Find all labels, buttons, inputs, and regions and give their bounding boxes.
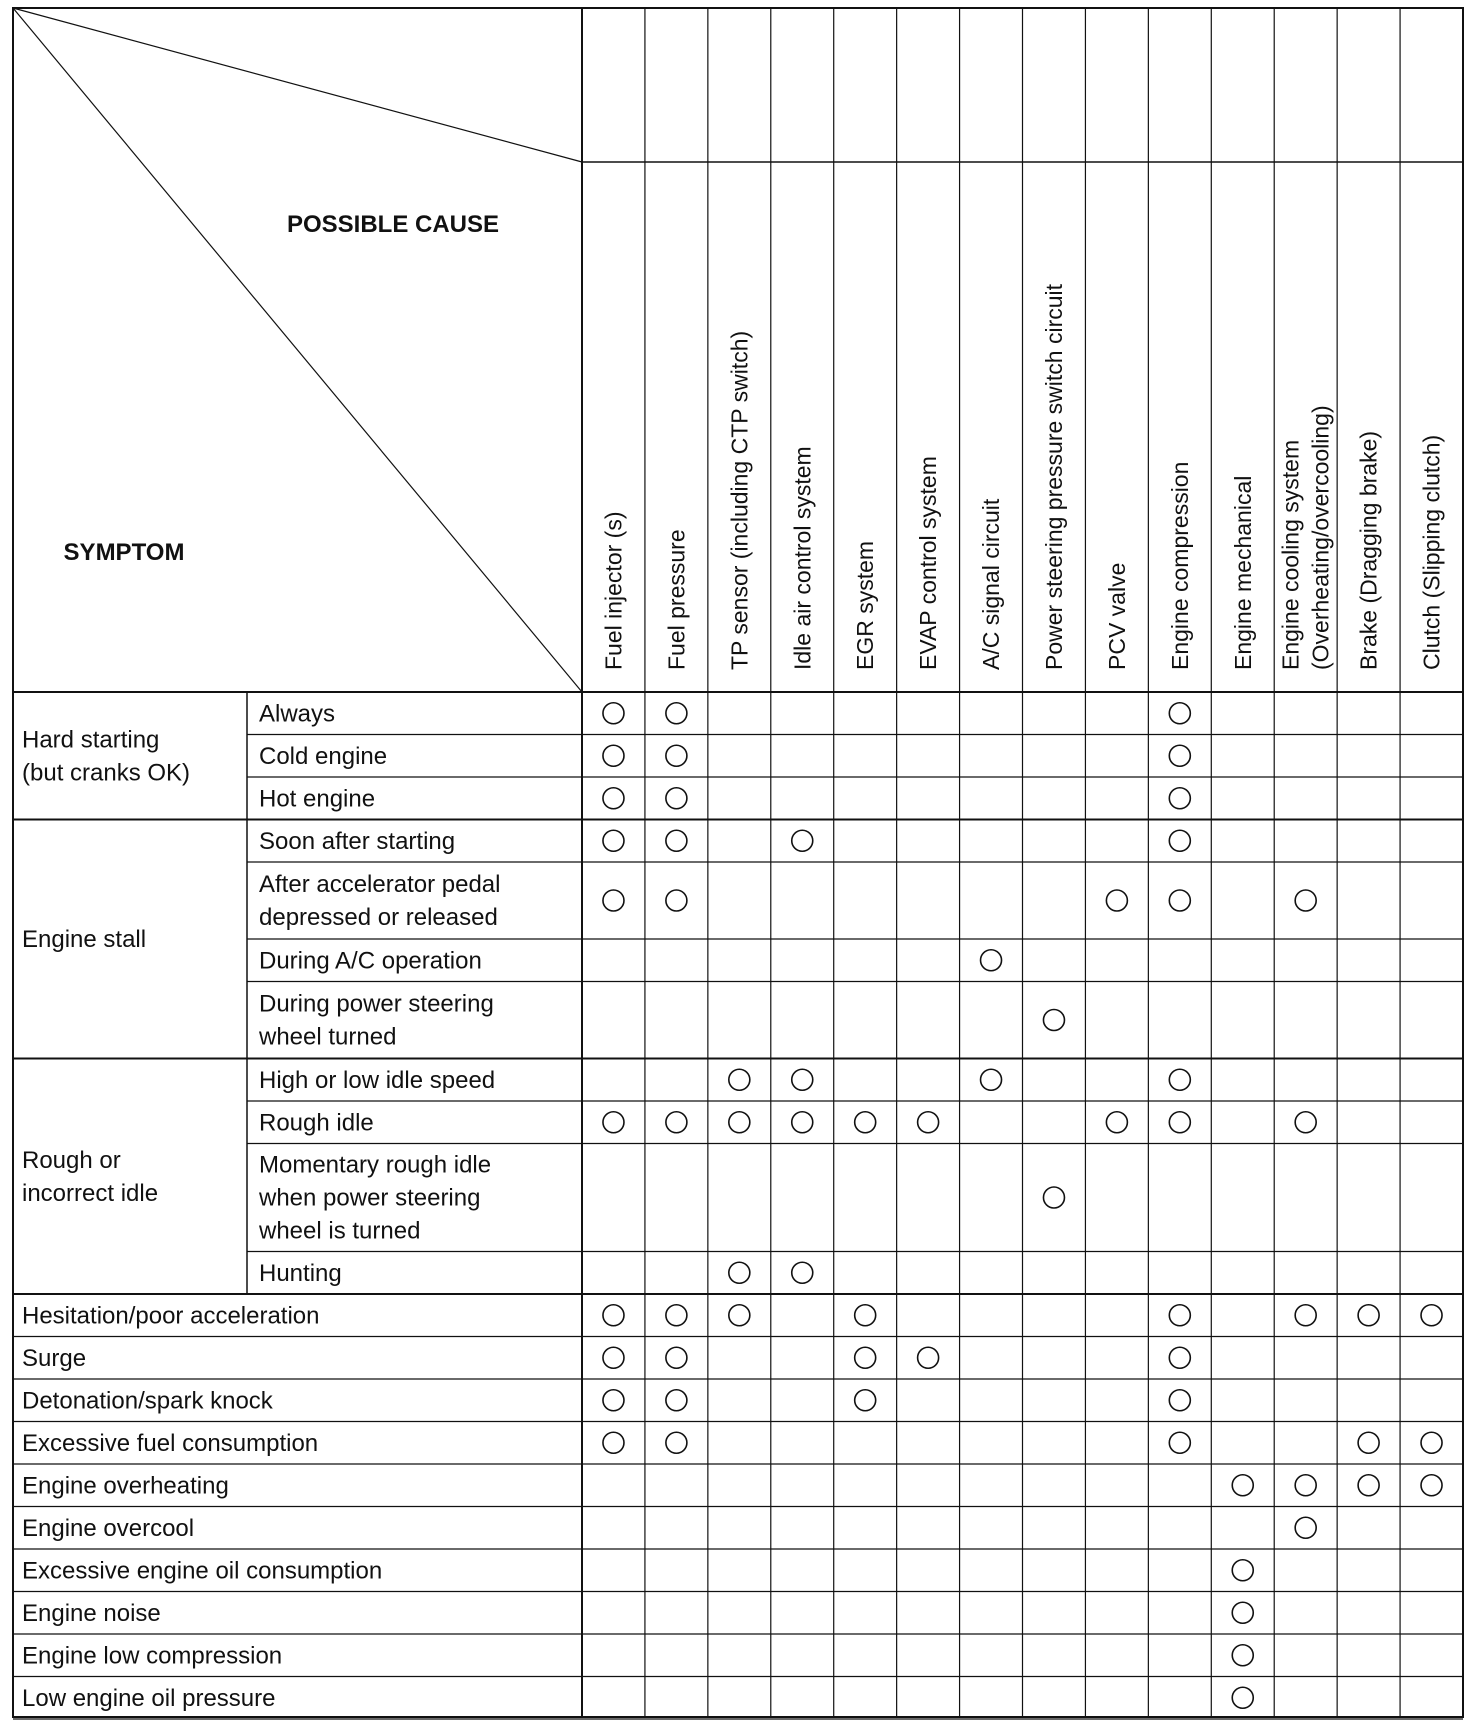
mark-after-accelerator-pedal-engine-cooling-system: [1295, 890, 1316, 911]
mark-high-or-low-idle-speed-a-c-signal-circuit: [981, 1069, 1002, 1090]
sub-symptom-hot-engine: Hot engine: [259, 785, 376, 813]
mark-rough-idle-evap-control-system: [918, 1112, 939, 1133]
mark-after-accelerator-pedal-pcv-valve: [1106, 890, 1127, 911]
sub-symptom-during-a-c-operation: During A/C operation: [259, 947, 482, 975]
sub-symptom-hunting: Hunting: [259, 1259, 342, 1287]
cause-label-idle-air-control-system: Idle air control system: [789, 446, 816, 670]
mark-always-fuel-injector-s: [603, 703, 624, 724]
cause-label-egr-system: EGR system: [852, 540, 879, 670]
mark-engine-overheating-engine-cooling-system: [1295, 1475, 1316, 1496]
symptom-engine-overcool: Engine overcool: [22, 1514, 195, 1542]
mark-hot-engine-fuel-injector-s: [603, 788, 624, 809]
header-diagonal-upper: [13, 8, 582, 162]
mark-rough-idle-fuel-pressure: [666, 1112, 687, 1133]
mark-low-engine-oil-pressure-engine-mechanical: [1232, 1687, 1253, 1708]
mark-detonation-spark-knock-engine-compression: [1169, 1390, 1190, 1411]
mark-cold-engine-engine-compression: [1169, 745, 1190, 766]
mark-excessive-engine-oil-consumption-engine-mechanical: [1232, 1560, 1253, 1581]
mark-engine-overheating-brake-dragging-brake: [1358, 1475, 1379, 1496]
mark-hunting-idle-air-control-system: [792, 1262, 813, 1283]
mark-soon-after-starting-fuel-injector-s: [603, 830, 624, 851]
mark-excessive-fuel-consumption-brake-dragging-brake: [1358, 1432, 1379, 1453]
mark-engine-overheating-engine-mechanical: [1232, 1475, 1253, 1496]
symptom-surge: Surge: [22, 1344, 87, 1372]
sub-symptom-after-accelerator-pedal: After accelerator pedal: [259, 871, 501, 898]
mark-detonation-spark-knock-fuel-injector-s: [603, 1390, 624, 1411]
cause-label-fuel-injector-s: Fuel injector (s): [600, 511, 627, 670]
mark-always-fuel-pressure: [666, 703, 687, 724]
sub-symptom-during-power-steering: wheel turned: [259, 1023, 397, 1051]
cause-label-engine-mechanical: Engine mechanical: [1229, 475, 1256, 670]
header-diagonal-lower: [13, 8, 582, 692]
symptom-excessive-engine-oil-consumption: Excessive engine oil consumption: [22, 1557, 383, 1585]
mark-hesitation-poor-acceleration-tp-sensor-including-ctp-switch: [729, 1305, 750, 1326]
symptom-group-rough-or: incorrect idle: [22, 1179, 159, 1207]
mark-hesitation-poor-acceleration-fuel-injector-s: [603, 1305, 624, 1326]
mark-engine-overcool-engine-cooling-system: [1295, 1517, 1316, 1538]
mark-soon-after-starting-idle-air-control-system: [792, 830, 813, 851]
mark-excessive-fuel-consumption-fuel-pressure: [666, 1432, 687, 1453]
cause-label-pcv-valve: PCV valve: [1103, 562, 1130, 670]
mark-hesitation-poor-acceleration-engine-cooling-system: [1295, 1305, 1316, 1326]
sub-symptom-momentary-rough-idle: wheel is turned: [259, 1217, 421, 1245]
mark-during-a-c-operation-a-c-signal-circuit: [981, 950, 1002, 971]
mark-soon-after-starting-engine-compression: [1169, 830, 1190, 851]
mark-rough-idle-idle-air-control-system: [792, 1112, 813, 1133]
symptom-detonation-spark-knock: Detonation/spark knock: [22, 1387, 273, 1415]
mark-cold-engine-fuel-pressure: [666, 745, 687, 766]
mark-hunting-tp-sensor-including-ctp-switch: [729, 1262, 750, 1283]
mark-hot-engine-fuel-pressure: [666, 788, 687, 809]
mark-surge-engine-compression: [1169, 1347, 1190, 1368]
mark-during-power-steering-power-steering-pressure-switch-circuit: [1043, 1010, 1064, 1031]
mark-momentary-rough-idle-power-steering-pressure-switch-circuit: [1043, 1187, 1064, 1208]
mark-cold-engine-fuel-injector-s: [603, 745, 624, 766]
cause-label-evap-control-system: EVAP control system: [915, 456, 942, 670]
mark-after-accelerator-pedal-fuel-injector-s: [603, 890, 624, 911]
mark-rough-idle-fuel-injector-s: [603, 1112, 624, 1133]
mark-surge-egr-system: [855, 1347, 876, 1368]
sub-symptom-after-accelerator-pedal: depressed or released: [259, 904, 498, 931]
mark-rough-idle-tp-sensor-including-ctp-switch: [729, 1112, 750, 1133]
mark-rough-idle-egr-system: [855, 1112, 876, 1133]
sub-symptom-momentary-rough-idle: when power steering: [259, 1184, 481, 1212]
cause-label-engine-cooling-system: Engine cooling system: [1277, 439, 1304, 670]
mark-hesitation-poor-acceleration-clutch-slipping-clutch: [1421, 1305, 1442, 1326]
sub-symptom-during-power-steering: During power steering: [259, 990, 494, 1018]
sub-symptom-high-or-low-idle-speed: High or low idle speed: [259, 1066, 496, 1094]
symptom-group-engine-stall: Engine stall: [22, 926, 147, 953]
mark-soon-after-starting-fuel-pressure: [666, 830, 687, 851]
mark-surge-evap-control-system: [918, 1347, 939, 1368]
mark-rough-idle-engine-compression: [1169, 1112, 1190, 1133]
mark-engine-noise-engine-mechanical: [1232, 1602, 1253, 1623]
mark-always-engine-compression: [1169, 703, 1190, 724]
mark-high-or-low-idle-speed-engine-compression: [1169, 1069, 1190, 1090]
mark-surge-fuel-injector-s: [603, 1347, 624, 1368]
symptom-group-hard-starting: Hard starting: [22, 726, 160, 754]
cause-label-a-c-signal-circuit: A/C signal circuit: [978, 498, 1005, 670]
symptom-low-engine-oil-pressure: Low engine oil pressure: [22, 1684, 276, 1712]
mark-engine-low-compression-engine-mechanical: [1232, 1645, 1253, 1666]
sub-symptom-rough-idle: Rough idle: [259, 1109, 374, 1137]
mark-hesitation-poor-acceleration-fuel-pressure: [666, 1305, 687, 1326]
possible-cause-heading: POSSIBLE CAUSE: [286, 211, 500, 238]
mark-excessive-fuel-consumption-clutch-slipping-clutch: [1421, 1432, 1442, 1453]
mark-detonation-spark-knock-fuel-pressure: [666, 1390, 687, 1411]
mark-high-or-low-idle-speed-tp-sensor-including-ctp-switch: [729, 1069, 750, 1090]
cause-label-brake-dragging-brake: Brake (Dragging brake): [1355, 430, 1382, 670]
cause-label-engine-compression: Engine compression: [1166, 461, 1193, 670]
mark-high-or-low-idle-speed-idle-air-control-system: [792, 1069, 813, 1090]
cause-label-tp-sensor-including-ctp-switch: TP sensor (including CTP switch): [726, 330, 753, 670]
mark-hesitation-poor-acceleration-engine-compression: [1169, 1305, 1190, 1326]
symptom-engine-low-compression: Engine low compression: [22, 1642, 283, 1670]
symptom-excessive-fuel-consumption: Excessive fuel consumption: [22, 1429, 319, 1457]
sub-symptom-always: Always: [259, 700, 336, 728]
mark-detonation-spark-knock-egr-system: [855, 1390, 876, 1411]
sub-symptom-cold-engine: Cold engine: [259, 742, 388, 770]
mark-hesitation-poor-acceleration-brake-dragging-brake: [1358, 1305, 1379, 1326]
cause-label-engine-cooling-system: (Overheating/overcooling): [1307, 405, 1334, 670]
sub-symptom-soon-after-starting: Soon after starting: [259, 827, 456, 855]
cause-label-fuel-pressure: Fuel pressure: [663, 529, 690, 670]
symptom-engine-overheating: Engine overheating: [22, 1472, 229, 1500]
symptom-hesitation-poor-acceleration: Hesitation/poor acceleration: [22, 1302, 320, 1330]
mark-excessive-fuel-consumption-engine-compression: [1169, 1432, 1190, 1453]
mark-hot-engine-engine-compression: [1169, 788, 1190, 809]
symptom-group-hard-starting: (but cranks OK): [22, 759, 191, 787]
mark-excessive-fuel-consumption-fuel-injector-s: [603, 1432, 624, 1453]
sub-symptom-momentary-rough-idle: Momentary rough idle: [259, 1151, 492, 1179]
symptom-engine-noise: Engine noise: [22, 1599, 161, 1627]
mark-surge-fuel-pressure: [666, 1347, 687, 1368]
mark-engine-overheating-clutch-slipping-clutch: [1421, 1475, 1442, 1496]
mark-hesitation-poor-acceleration-egr-system: [855, 1305, 876, 1326]
cause-label-clutch-slipping-clutch: Clutch (Slipping clutch): [1418, 434, 1445, 670]
cause-label-power-steering-pressure-switch-circuit: Power steering pressure switch circuit: [1040, 283, 1067, 670]
symptom-heading: SYMPTOM: [63, 539, 185, 566]
mark-after-accelerator-pedal-fuel-pressure: [666, 890, 687, 911]
mark-rough-idle-pcv-valve: [1106, 1112, 1127, 1133]
symptom-group-rough-or: Rough or: [22, 1146, 121, 1174]
mark-rough-idle-engine-cooling-system: [1295, 1112, 1316, 1133]
mark-after-accelerator-pedal-engine-compression: [1169, 890, 1190, 911]
